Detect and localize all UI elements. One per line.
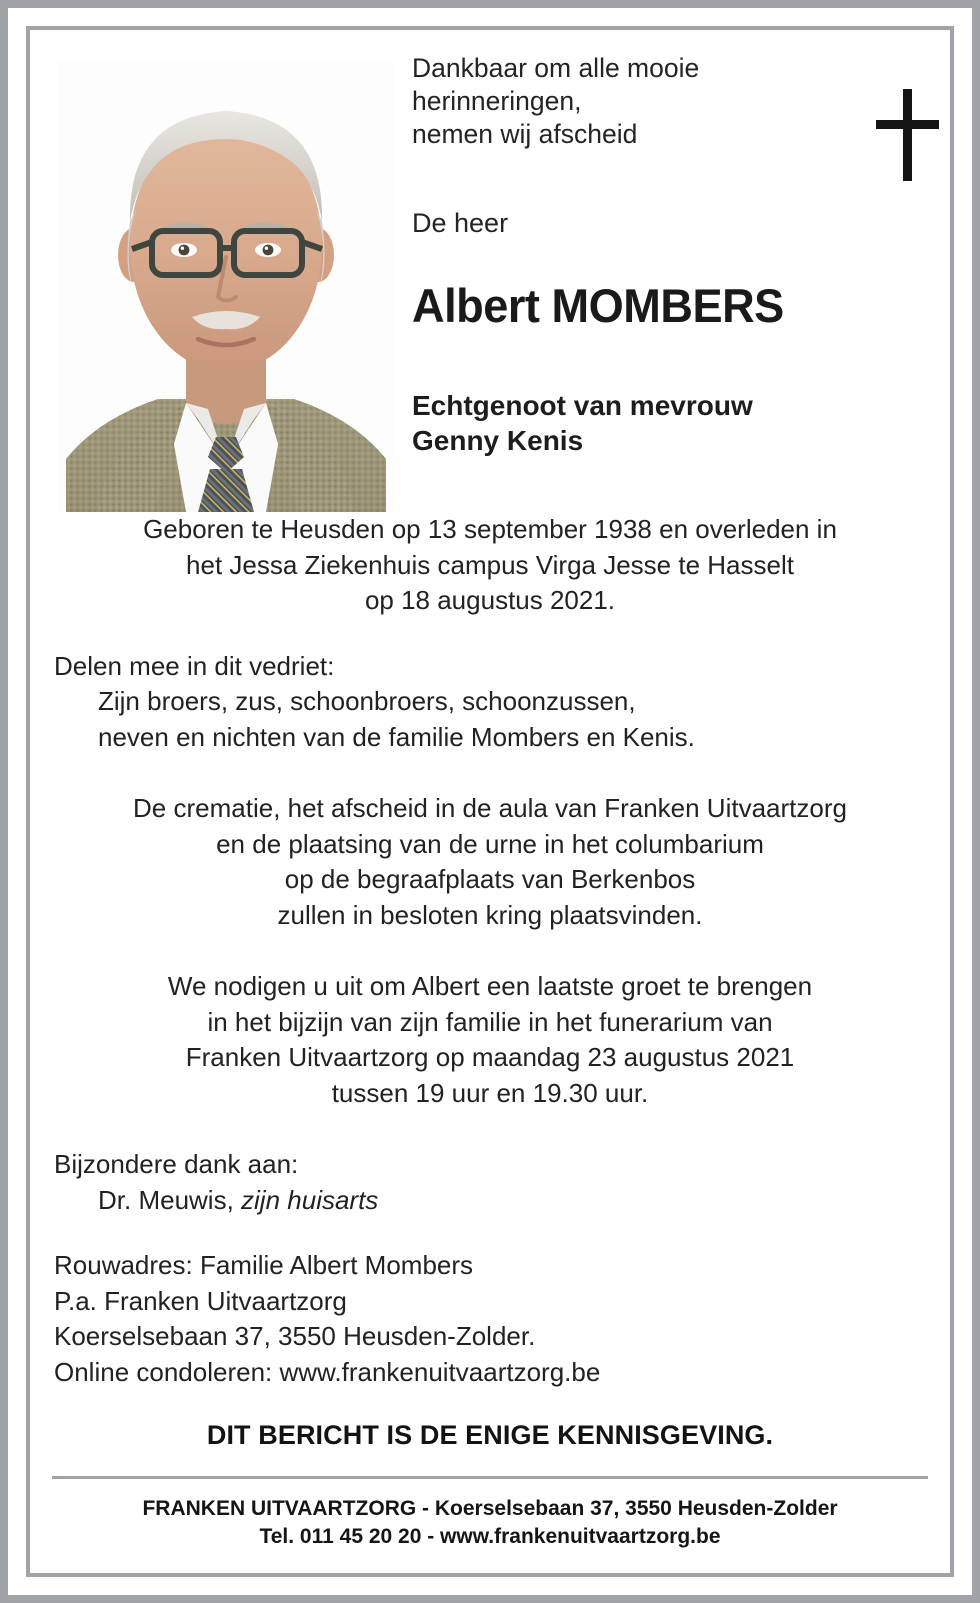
header-section — [30, 30, 950, 512]
condolence-url-line[interactable]: Online condoleren: www.frankenuitvaartzorg.be — [54, 1356, 601, 1387]
portrait-illustration — [58, 59, 394, 512]
invitation-line-4: tussen 19 uur en 19.30 uur. — [331, 1077, 649, 1108]
invitation-line-2: in het bijzijn van zijn familie in het funerarium van — [207, 1006, 773, 1037]
birth-death-line-1: Geboren te Heusden op 13 september 1938 en overleden in — [143, 514, 837, 544]
portrait-photo — [58, 59, 394, 512]
mourners-heading: Delen mee in dit vedriet: — [54, 650, 335, 681]
ceremony-line-2: en de plaatsing van de urne in het columbarium — [216, 828, 764, 859]
card-content — [30, 30, 950, 1573]
mourners-paragraph — [54, 649, 926, 756]
cross-horizontal-bar — [876, 120, 939, 129]
latin-cross-icon — [868, 62, 946, 192]
mourners-line-2: neven en nichten van de familie Mombers en Kenis. — [98, 721, 695, 752]
ceremony-paragraph — [54, 791, 926, 933]
birth-death-paragraph — [54, 512, 926, 619]
intro-line-1: Dankbaar om alle mooie — [412, 53, 700, 83]
sole-notification-text: DIT BERICHT IS DE ENIGE KENNISGEVING. — [206, 1420, 774, 1450]
footer-line-2[interactable]: Tel. 011 45 20 20 - www.frankenuitvaartzorg.be — [259, 1525, 721, 1548]
intro-text — [412, 52, 852, 151]
thanks-person-line — [54, 1183, 926, 1219]
birth-death-line-2: het Jessa Ziekenhuis campus Virga Jesse te Hasselt — [186, 549, 794, 580]
cross-vertical-bar — [903, 89, 912, 181]
thanks-heading: Bijzondere dank aan: — [54, 1149, 299, 1179]
invitation-line-3: Franken Uitvaartzorg op maandag 23 augustus 2021 — [185, 1042, 795, 1072]
card-inner-frame — [26, 26, 954, 1577]
ceremony-line-4: zullen in besloten kring plaatsvinden. — [277, 899, 703, 930]
birth-death-line-3: op 18 augustus 2021. — [364, 585, 616, 615]
ceremony-line-3: op de begraafplaats van Berkenbos — [284, 864, 696, 894]
ceremony-line-1: De crematie, het afscheid in de aula van Franken Uitvaartzorg — [133, 793, 847, 823]
funeral-home-footer — [30, 1495, 950, 1551]
spacer — [54, 755, 926, 791]
spacer — [54, 619, 926, 649]
spacer — [54, 933, 926, 969]
mourners-line-1: Zijn broers, zus, schoonbroers, schoonzussen, — [98, 686, 636, 716]
footer-line-1: FRANKEN UITVAARTZORG - Koerselsebaan 37, 3550 Heusden-Zolder — [142, 1497, 838, 1520]
salutation: De heer — [412, 208, 509, 238]
address-paragraph — [54, 1248, 926, 1390]
address-line-1: Rouwadres: Familie Albert Mombers — [54, 1250, 474, 1280]
spouse-info — [412, 388, 882, 458]
spacer — [54, 1111, 926, 1147]
spouse-line-2: Genny Kenis — [412, 425, 584, 456]
spacer — [54, 1218, 926, 1248]
address-line-2: P.a. Franken Uitvaartzorg — [54, 1285, 347, 1316]
thanks-person-name: Dr. Meuwis, — [98, 1184, 242, 1215]
thanks-paragraph — [54, 1147, 926, 1218]
invitation-paragraph — [54, 969, 926, 1111]
deceased-name: Albert MOMBERS — [412, 279, 784, 332]
spouse-line-1: Echtgenoot van mevrouw — [412, 390, 753, 421]
body-section — [30, 512, 950, 1451]
address-line-3: Koerselsebaan 37, 3550 Heusden-Zolder. — [54, 1321, 536, 1351]
intro-line-2: herinneringen, — [412, 86, 582, 116]
footer-divider — [52, 1476, 928, 1479]
intro-line-3: nemen wij afscheid — [412, 119, 638, 149]
thanks-person-role: zijn huisarts — [241, 1184, 379, 1215]
invitation-line-1: We nodigen u uit om Albert een laatste groet te brengen — [167, 971, 813, 1001]
